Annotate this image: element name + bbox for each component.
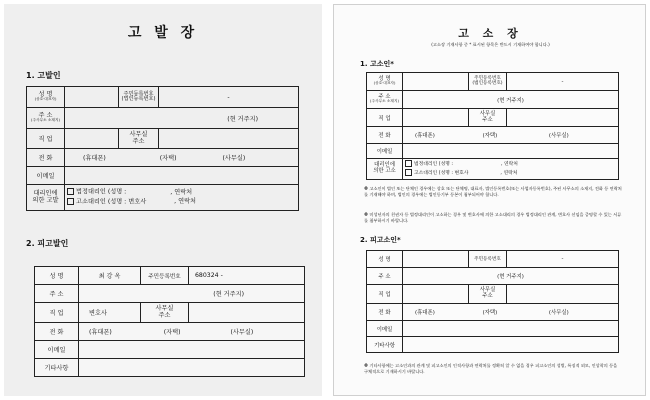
complainant-agent-field: 법정대리인 (성명 : , 연락처 고소대리인 (성명 : 변호사 , 연락처 xyxy=(403,159,619,180)
accused-person-phone-label: 전 화 xyxy=(367,304,403,321)
accused-table xyxy=(34,266,305,377)
complainant-name-field[interactable] xyxy=(403,73,469,91)
attorney-agent-checkbox[interactable] xyxy=(67,198,74,205)
accused-person-email-label: 이메일 xyxy=(367,321,403,337)
accused-email-label: 이메일 xyxy=(35,341,79,359)
complainant-email-label: 이메일 xyxy=(367,144,403,159)
complainant-job-label: 직 업 xyxy=(367,109,403,127)
accused-other-label: 기타사항 xyxy=(35,359,79,377)
accused-person-office-field[interactable] xyxy=(507,285,619,304)
accuser-name-label: 성 명 (상호·대표자) xyxy=(27,87,65,108)
left-form-title: 고 발 장 xyxy=(127,25,199,41)
accused-person-idnum-field[interactable]: - xyxy=(507,251,619,268)
left-document-page xyxy=(4,4,322,396)
accuser-name-field[interactable] xyxy=(65,87,119,108)
accused-person-name-label: 성 명 xyxy=(367,251,403,268)
complainant-email-field[interactable] xyxy=(403,144,619,159)
complainant-idnum-label: 주민등록번호 (법인등록번호) xyxy=(469,73,507,91)
complainant-name-label: 성 명 (상호·대표자) xyxy=(367,73,403,91)
complainant-agent-label: 대리인에 의한 고소 xyxy=(367,159,403,180)
accused-person-phone-field[interactable]: (휴대폰) (자택) (사무실) xyxy=(403,304,619,321)
accused-person-name-field[interactable] xyxy=(403,251,469,268)
accuser-address-label: 주 소 (주사무소 소재지) xyxy=(27,108,65,129)
accuser-idnum-field[interactable]: - xyxy=(159,87,299,108)
complainant-legal-agent-checkbox[interactable] xyxy=(405,160,412,167)
accused-heading: 2. 피고발인 xyxy=(26,239,69,248)
accuser-office-field[interactable] xyxy=(159,129,299,149)
complainant-table xyxy=(366,72,619,180)
complainant-office-field[interactable] xyxy=(507,109,619,127)
accuser-agent-label: 대리인에 의한 고발 xyxy=(27,185,65,211)
complainant-address-label: 주 소 (주사무소 소재지) xyxy=(367,91,403,109)
right-form-subtitle: (고소장 기재사항 중 * 표시된 항목은 반드시 기재하여야 합니다.) xyxy=(431,42,550,47)
accuser-idnum-label: 주민등록번호 (법인등록번호) xyxy=(119,87,159,108)
accused-person-table xyxy=(366,250,619,353)
complainant-job-field[interactable] xyxy=(403,109,469,127)
note-other-details: ※ 기타사항에는 고소인과의 관계 및 피고소인의 인적사항과 연락처를 정확히 알 수 없을 경우 피고소인의 성별, 특징적 외모, 인상착의 등을 구체적으로 기재하시기 바랍니다. xyxy=(364,363,618,374)
accused-idnum-field[interactable]: 680324 - xyxy=(189,267,305,285)
accuser-job-field[interactable] xyxy=(65,129,119,149)
accused-address-field[interactable]: (현 거주지) xyxy=(79,285,305,303)
accuser-job-label: 직 업 xyxy=(27,129,65,149)
accused-phone-label: 전 화 xyxy=(35,323,79,341)
accused-person-other-field[interactable] xyxy=(403,337,619,353)
accuser-heading: 1. 고발인 xyxy=(26,71,61,80)
accused-person-address-field[interactable]: (현 거주지) xyxy=(403,268,619,285)
accused-name-field[interactable]: 최 강 옥 xyxy=(79,267,141,285)
legal-agent-checkbox[interactable] xyxy=(67,188,74,195)
accused-person-office-label: 사무실 주소 xyxy=(469,285,507,304)
complainant-idnum-field[interactable]: - xyxy=(507,73,619,91)
accuser-agent-field: 법정대리인 (성명 : , 연락처 고소대리인 (성명 : 변호사 , 연락처 xyxy=(65,185,299,211)
accuser-phone-label: 전 화 xyxy=(27,149,65,167)
accused-job-field[interactable]: 변호사 xyxy=(79,303,141,323)
accuser-office-label: 사무실 주소 xyxy=(119,129,159,149)
accused-email-field[interactable] xyxy=(79,341,305,359)
accused-idnum-label: 주민등록번호 xyxy=(141,267,189,285)
accused-person-email-field[interactable] xyxy=(403,321,619,337)
complainant-office-label: 사무실 주소 xyxy=(469,109,507,127)
accused-office-label: 사무실 주소 xyxy=(141,303,189,323)
accused-person-address-label: 주 소 xyxy=(367,268,403,285)
accuser-email-field[interactable] xyxy=(65,167,299,185)
accuser-table xyxy=(26,86,299,211)
accused-job-label: 직 업 xyxy=(35,303,79,323)
right-form-title: 고 소 장 xyxy=(458,27,523,40)
accused-office-field[interactable] xyxy=(189,303,305,323)
accused-other-field[interactable] xyxy=(79,359,305,377)
accuser-phone-field[interactable]: (휴대폰) (자택) (사무실) xyxy=(65,149,299,167)
accused-person-other-label: 기타사항 xyxy=(367,337,403,353)
accused-address-label: 주 소 xyxy=(35,285,79,303)
complainant-phone-field[interactable]: (휴대폰) (자택) (사무실) xyxy=(403,127,619,144)
note-corporation: ※ 고소인이 법인 또는 단체인 경우에는 상호 또는 단체명, 대표자, 법인등록번호(또는 사업자등록번호), 주된 사무소의 소재지, 전화 등 연락처를 기재해야 하며, 법인의 경우에는 법인등기부 등본이 첨부되어야 합니다. xyxy=(364,186,622,197)
note-legal-agent: ※ 미성년자의 친권자 등 법정대리인이 고소하는 경우 및 변호사에 의한 고소대리의 경우 법정대리인 관계, 변호사 선임을 증명할 수 있는 서류를 첨부하시기 바랍니다. xyxy=(364,212,622,223)
accused-person-job-field[interactable] xyxy=(403,285,469,304)
right-document-page xyxy=(333,4,646,396)
accused-name-label: 성 명 xyxy=(35,267,79,285)
accuser-address-field[interactable]: (현 거주지) xyxy=(65,108,299,129)
accused-person-idnum-label: 주민등록번호 xyxy=(469,251,507,268)
accused-phone-field[interactable]: (휴대폰) (자택) (사무실) xyxy=(79,323,305,341)
accuser-email-label: 이메일 xyxy=(27,167,65,185)
accused-person-heading: 2. 피고소인* xyxy=(360,236,401,244)
complainant-attorney-agent-checkbox[interactable] xyxy=(405,169,412,176)
complainant-heading: 1. 고소인* xyxy=(360,60,394,68)
complainant-address-field[interactable]: (현 거주지) xyxy=(403,91,619,109)
complainant-phone-label: 전 화 xyxy=(367,127,403,144)
accused-person-job-label: 직 업 xyxy=(367,285,403,304)
